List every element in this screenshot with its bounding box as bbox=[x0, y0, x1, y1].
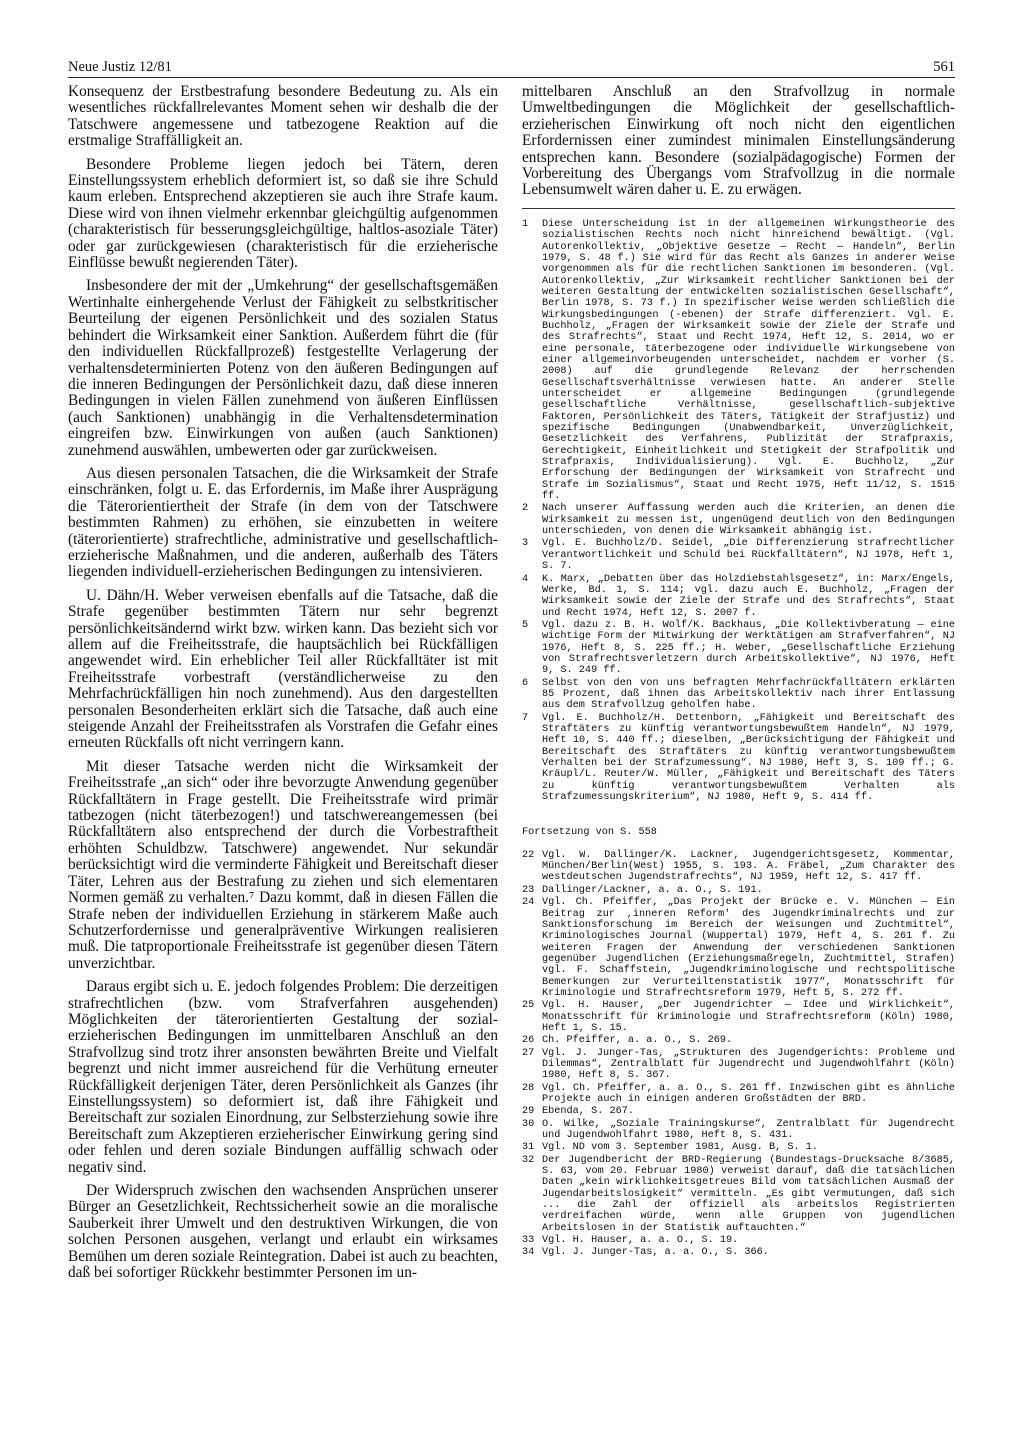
footnote-number: 1 bbox=[522, 218, 529, 230]
footnote bbox=[522, 503, 955, 537]
right-column bbox=[522, 84, 955, 1260]
footnote-number: 25 bbox=[522, 1000, 535, 1012]
footnote-text: Vgl. dazu z. B. H. Wolf/K. Backhaus, „Die Kollektivberatung — eine wichtige Form der Mitwirkung der Werktätigen am Strafverfahren“, NJ 1976, Heft 8, S. 225 ff.; H. Weber, „Gesellschaftliche Erziehung von Strafrechtsverletzern durch Arbeitskollektive“, NJ 1976, Heft 9, S. 249 ff. bbox=[542, 619, 955, 677]
footnote-text: Vgl. E. Buchholz/D. Seidel, „Die Differenzierung strafrechtlicher Verantwortlichkeit und Schuld bei Rückfalltätern“, NJ 1978, Heft 1, S. 7. bbox=[542, 538, 955, 573]
paragraph: Insbesondere der mit der „Umkehrung“ der gesellschaftsgemäßen Wertinhalte einhergehende Verlust der Fähigkeit zu selbstkritischer Beurteilung der eigenen Persönlichkeit und des sozialen Status behindert die Wirksamkeit einer Sanktion. Außerdem führt die (für den individuellen Rückfallprozeß) festgestellte Verlagerung der verhaltensdeterminierten Potenz von den äußeren Bedingungen auf die inneren Bedingungen der Persönlichkeit dazu, daß diese inneren Bedingungen in vielen Fällen zunehmend von äußeren Einflüssen (auch Sanktionen) unabhängig in die Verhaltensdetermination eingreifen bzw. Einwirkungen von außen (auch Sanktionen) zunehmend auswählen, umbewerten oder gar zurückweisen. bbox=[68, 277, 498, 459]
footnote-number: 22 bbox=[522, 849, 535, 861]
footnote bbox=[522, 1119, 955, 1142]
footnote-text: Nach unserer Auffassung werden auch die Kriterien, an denen die Wirksamkeit zu messen ist, ungenügend deutlich von den Bedingungen unterschieden, von denen die Wirksamkeit abhängig ist. bbox=[542, 503, 955, 538]
footnote-text: Selbst von den von uns befragten Mehrfachrückfalltätern erklärten 85 Prozent, daß ihnen das Arbeitskollektiv nach ihrer Entlassung aus dem Strafvollzug geholfen habe. bbox=[542, 677, 955, 712]
footnote-number: 24 bbox=[522, 897, 535, 909]
paragraph: Aus diesen personalen Tatsachen, die die Wirksamkeit der Strafe einschränken, folgt u. E. das Erfordernis, im Maße ihrer Ausprägung die Täterorientiertheit der Strafe (in dem von der Tatschwere bestimmten Rahmen) zu erhöhen, sie einzubetten in weitere (täterorientierte) strafrechtliche, administrative und gesellschaftlich-erzieherische Maßnahmen, und die anderen, außerhalb des Täters liegenden individuell-erzieherischen Bedingungen zu intensivieren. bbox=[68, 464, 498, 581]
footnote-text: Vgl. Ch. Pfeiffer, a. a. O., S. 261 ff. Inzwischen gibt es ähnliche Projekte auch in einigen anderen Großstädten der BRD. bbox=[542, 1082, 955, 1105]
paragraph: Daraus ergibt sich u. E. jedoch folgendes Problem: Die derzeitigen strafrechtlichen (bzw. vom Strafverfahren ausgehenden) Möglichkeiten der täterorientierten Gestaltung der sozial-erzieherischen Bedingungen im unmittelbaren Anschluß an den Strafvollzug sind trotz ihrer ansonsten bewährten Breite und Vielfalt begrenzt und nicht immer ausreichend für die Verhütung erneuter Rückfälligkeit derjenigen Täter, deren Persönlichkeit als Ganzes (ihr Einstellungssystem) so deformiert ist, daß ihre Fähigkeit und Bereitschaft zur sozialen Einordnung, zur Selbsterziehung sowie ihre Bereitschaft zum Akzeptieren erzieherischer Einwirkung gering sind oder fehlen und deren soziale Bindungen auffällig schwach oder negativ sind. bbox=[68, 978, 498, 1176]
footnote-number: 26 bbox=[522, 1035, 535, 1047]
footnote-text: Vgl. H. Hauser, a. a. O., S. 19. bbox=[542, 1235, 739, 1247]
paragraph: Besondere Probleme liegen jedoch bei Tätern, deren Einstellungssystem erheblich deformiert ist, so daß sie ihre Schuld kaum erleben. Entsprechend akzeptieren sie auch ihre Strafe kaum. Diese wird von ihnen vielmehr erkennbar gleichgültig aufgenommen (charakteristisch für besserungsgleichgültige, haltlos-asoziale Täter) oder gar zurückgewiesen (charakteristisch für die erzieherische Einflüsse bewußt negierenden Täter). bbox=[68, 155, 498, 272]
footnote bbox=[522, 1247, 955, 1258]
footnote bbox=[522, 1235, 955, 1246]
footnote bbox=[522, 620, 955, 677]
left-column bbox=[68, 84, 498, 1288]
footnote bbox=[522, 1155, 955, 1234]
paragraph: U. Dähn/H. Weber verweisen ebenfalls auf die Tatsache, daß die Strafe gegenüber bestimmten Tätern nur sehr begrenzt persönlichkeitsändernd wirkt bzw. wirken kann. Das bezieht sich vor allem auf die Freiheitsstrafe, die hauptsächlich bei Rückfälligen angewendet wird. Ein erheblicher Teil aller Rückfalltäter ist mit Freiheitsstrafe vorbestraft (verständlicherweise zu den Mehrfachrückfälligen hin noch zunehmend). Aus den dargestellten personalen Besonderheiten erklärt sich die Tatsache, daß auch eine steigende Anzahl der Freiheitsstrafen als Vorstrafen die Gefahr eines erneuten Rückfalls oft nicht verringern kann. bbox=[68, 586, 498, 752]
footnote bbox=[522, 1142, 955, 1153]
footnote-text: O. Wilke, „Soziale Trainingskurse“, Zentralblatt für Jugendrecht und Jugendwohlfahrt 1980, Heft 8, S. 431. bbox=[542, 1118, 955, 1142]
footnote-text: Vgl. E. Buchholz/H. Dettenborn, „Fähigkeit und Bereitschaft des Straftäters zu künftig verantwortungsbewußtem Handeln“, NJ 1979, Heft 10, S. 440 ff.; dieselben, „Berücksichtigung der Fähigkeit und Bereitschaft des Straftäters zu künftig verantwortungsbewußtem Verhalten bei der Strafzumessung“. NJ 1980, Heft 3, S. 109 ff.; G. Kräupl/L. Reuter/W. Müller, „Fähigkeit und Bereitschaft des Täters zu künftig verantwortungsbewußtem Verhalten als Strafzumessungskriterium“, NJ 1980, Heft 9, S. 414 ff. bbox=[542, 712, 955, 804]
footnote-text: Vgl. W. Dallinger/K. Lackner, Jugendgerichtsgesetz, Kommentar, München/Berlin(West) 1955, S. 193. A. Fräbel, „Zum Charakter des westdeutschen Jugendstrafrechts“, NJ 1959, Heft 12, S. 417 ff. bbox=[542, 849, 955, 884]
footnote-divider bbox=[522, 208, 955, 209]
footnote bbox=[522, 1106, 955, 1117]
journal-title: Neue Justiz 12/81 bbox=[68, 59, 172, 75]
footnote-number: 28 bbox=[522, 1082, 535, 1094]
footnotes bbox=[522, 219, 955, 804]
footnote-number: 34 bbox=[522, 1247, 535, 1259]
footnote bbox=[522, 574, 955, 619]
footnote bbox=[522, 1035, 955, 1046]
footnote-number: 32 bbox=[522, 1154, 535, 1166]
footnote-text: Vgl. ND vom 3. September 1981, Ausg. B, S. 1. bbox=[542, 1142, 819, 1154]
footnote-text: Vgl. H. Hauser, „Der Jugendrichter — Idee und Wirklichkeit“, Monatsschrift für Kriminologie und Strafrechtsreform (Köln) 1980, Heft 1, S. 15. bbox=[542, 1000, 955, 1034]
continuation-label: Fortsetzung von S. 558 bbox=[522, 827, 657, 839]
footnote-text: Vgl. J. Junger-Tas, „Strukturen des Jugendgerichts: Probleme und Dilemmas“, Zentralblatt für Jugendrecht und Jugendwohlfahrt (Köln) 1980, Heft 8, S. 367. bbox=[542, 1047, 955, 1082]
footnote bbox=[522, 538, 955, 572]
footnote bbox=[522, 219, 955, 503]
footnote-number: 2 bbox=[522, 503, 529, 515]
footnote-number: 29 bbox=[522, 1106, 535, 1118]
footnote-number: 3 bbox=[522, 538, 529, 550]
footnote bbox=[522, 897, 955, 999]
footnote-number: 23 bbox=[522, 884, 535, 896]
footnote bbox=[522, 1000, 955, 1034]
paragraph: Mit dieser Tatsache werden nicht die Wirksamkeit der Freiheitsstrafe „an sich“ oder ihre bevorzugte Anwendung gegenüber Rückfalltätern in Frage gestellt. Die Freiheitsstrafe wird primär tatbezogen (nicht täterbezogen!) und tatschwereangemessen (bei Rückfalltätern also entsprechend der durch die Vorbestraftheit erhöhten Schuldbzw. Tatschwere) angewendet. Nur sekundär berücksichtigt wird die verminderte Fähigkeit und Bereitschaft dieser Täter, Lehren aus der Bestrafung zu ziehen und sich elementaren Normen gemäß zu verhalten.⁷ Dazu kommt, daß in diesen Fällen die Strafe neben der individuellen Erziehung in stärkerem Maße auch Schutzerfordernisse und generalpräventive Wirkungen realisieren muß. Die tatproportionale Freiheitsstrafe ist gegenüber diesen Tätern unverzichtbar. bbox=[68, 757, 498, 972]
footnote-number: 30 bbox=[522, 1118, 535, 1130]
footnote-text: Vgl. Ch. Pfeiffer, „Das Projekt der Brücke e. V. München — Ein Beitrag zur ,inneren Reform' des Jugendkriminalrechts und zur Sanktionsforschung im Bereich der Weisungen und Zuchtmittel“, Kriminologisches Journal (Wuppertal) 1979, Heft 4, S. 261 f. Zu weiteren Fragen der Anwendung der verschiedenen Sanktionen gegenüber Jugendlichen (Erziehungsmaßregeln, Zuchtmittel, Strafen) vgl. F. Schaffstein, „Jugendkriminologische und rechtspolitische Bemerkungen zur Verurteiltenstatistik 1977“, Monatsschrift für Kriminologie und Strafrechtsreform 1979, Heft 5, S. 272 ff. bbox=[542, 897, 955, 999]
continued-footnotes bbox=[522, 850, 955, 1259]
header-rule bbox=[68, 77, 955, 78]
footnote-text: Ch. Pfeiffer, a. a. O., S. 269. bbox=[542, 1035, 733, 1047]
footnote-number: 5 bbox=[522, 619, 529, 631]
footnote-text: Vgl. J. Junger-Tas, a. a. O., S. 366. bbox=[542, 1247, 769, 1259]
footnote-number: 31 bbox=[522, 1142, 535, 1154]
footnote-number: 6 bbox=[522, 677, 529, 689]
footnote-number: 4 bbox=[522, 573, 529, 585]
footnote bbox=[522, 1083, 955, 1106]
page-number: 561 bbox=[933, 59, 955, 75]
footnote-text: Diese Unterscheidung ist in der allgemeinen Wirkungstheorie des sozialistischen Rechts noch nicht hinreichend bewältigt. (Vgl. Autorenkollektiv, „Objektive Gesetze — Recht — Handeln“, Berlin 1979, S. 48 f.) Sie wird für das Recht als Ganzes in anderer Weise vorgenommen als für die rechtlichen Sanktionen im besonderen. (Vgl. Autorenkollektiv, „Zur Wirksamkeit rechtlicher Sanktionen bei der weiteren Gestaltung der entwickelten sozialistischen Gesellschaft“, Berlin 1978, S. 73 f.) In spezifischer Weise werden schließlich die Wirkungsbedingungen (-ebenen) der Strafe differenziert. Vgl. E. Buchholz, „Fragen der Wirksamkeit sowie der Ziele der Strafe und des Strafrechts“, Staat und Recht 1974, Heft 12, S. 2014, wo er eine personale, täterbezogene oder individuelle Wirkungsebene von einer allgemeinvorbeugenden unterscheidet, nachdem er vorher (S. 2008) auf die grundlegende Relevanz der herrschenden Gesellschaftsverhältnisse verwiesen hatte. An anderer Stelle unterscheidet er allgemeine Bedingungen (grundlegende gesellschaftliche Verhältnisse, gesellschaftlich-subjektive Faktoren, Persönlichkeit des Täters, Tätigkeit der Strafjustiz) und spezifische Bedingungen (Unabwendbarkeit, Unverzüglichkeit, Gesetzlichkeit des Verfahrens, Publizität der Strafpraxis, Gerechtigkeit, Einheitlichkeit und Stetigkeit der Strafpolitik und Strafpraxis, Individualisierung). Vgl. E. Buchholz, „Zur Erforschung der Bedingungen der Wirksamkeit von Strafrecht und Strafe im Sozialismus“, Staat und Recht 1975, Heft 11/12, S. 1515 ff. bbox=[542, 218, 955, 503]
footnote-number: 27 bbox=[522, 1047, 535, 1059]
footnote-text: K. Marx, „Debatten über das Holzdiebstahlsgesetz“, in: Marx/Engels, Werke, Bd. 1, S. 114; vgl. dazu auch E. Buchholz, „Fragen der Wirksamkeit sowie der Ziele der Strafe und des Strafrechts“, Staat und Recht 1974, Heft 12, S. 2007 f. bbox=[542, 573, 955, 619]
footnote-text: Ebenda, S. 267. bbox=[542, 1106, 635, 1118]
running-header bbox=[68, 54, 955, 76]
footnote-number: 7 bbox=[522, 712, 529, 724]
footnote-text: Dallinger/Lackner, a. a. O., S. 191. bbox=[542, 884, 763, 896]
footnote-number: 33 bbox=[522, 1235, 535, 1247]
footnote bbox=[522, 713, 955, 804]
footnote bbox=[522, 885, 955, 896]
footnote-text: Der Jugendbericht der BRD-Regierung (Bundestags-Drucksache 8/3685, S. 63, vom 20. Februar 1980) verweist darauf, daß die tatsächlichen Daten „kein wirklichkeitsgetreues Bild vom tatsächlichen Ausmaß der Jugendarbeitslosigkeit“ vermitteln. „Es gibt Vermutungen, daß sich ... die Zahl der offiziell als arbeitslos Registrierten verdreifachen würde, wenn alle Gruppen von jugendlichen Arbeitslosen in der Statistik auftauchten.“ bbox=[542, 1154, 955, 1234]
footnote bbox=[522, 850, 955, 884]
paragraph: Der Widerspruch zwischen den wachsenden Ansprüchen unserer Bürger an Gesetzlichkeit, Rechtssicherheit sowie an die moralische Sauberkeit ihrer Umwelt und den destruktiven Wirkungen, die von solchen Personen ausgehen, verlangt und erlaubt ein wirksames Bemühen um deren soziale Reintegration. Dabei ist auch zu beachten, daß bei sofortiger Rückkehr bestimmter Personen im un- bbox=[68, 1182, 498, 1282]
footnote bbox=[522, 678, 955, 712]
footnote bbox=[522, 1048, 955, 1082]
paragraph: mittelbaren Anschluß an den Strafvollzug in normale Umweltbedingungen die Möglichkeit der gesellschaftlich-erzieherischen Einwirkung oft noch nicht den eigentlichen Erfordernissen einer zumindest minimalen Einstellungsänderung entsprechen kann. Besondere (sozialpädagogische) Formen der Vorbereitung des Übergangs vom Strafvollzug in die normale Lebensumwelt wären daher u. E. zu erwägen. bbox=[522, 83, 955, 199]
paragraph: Konsequenz der Erstbestrafung besondere Bedeutung zu. Als ein wesentliches rückfallrelevantes Moment sehen wir deshalb die der Tatschwere angemessene und tatbezogene Reaktion auf die erstmalige Straffälligkeit an. bbox=[68, 83, 498, 150]
